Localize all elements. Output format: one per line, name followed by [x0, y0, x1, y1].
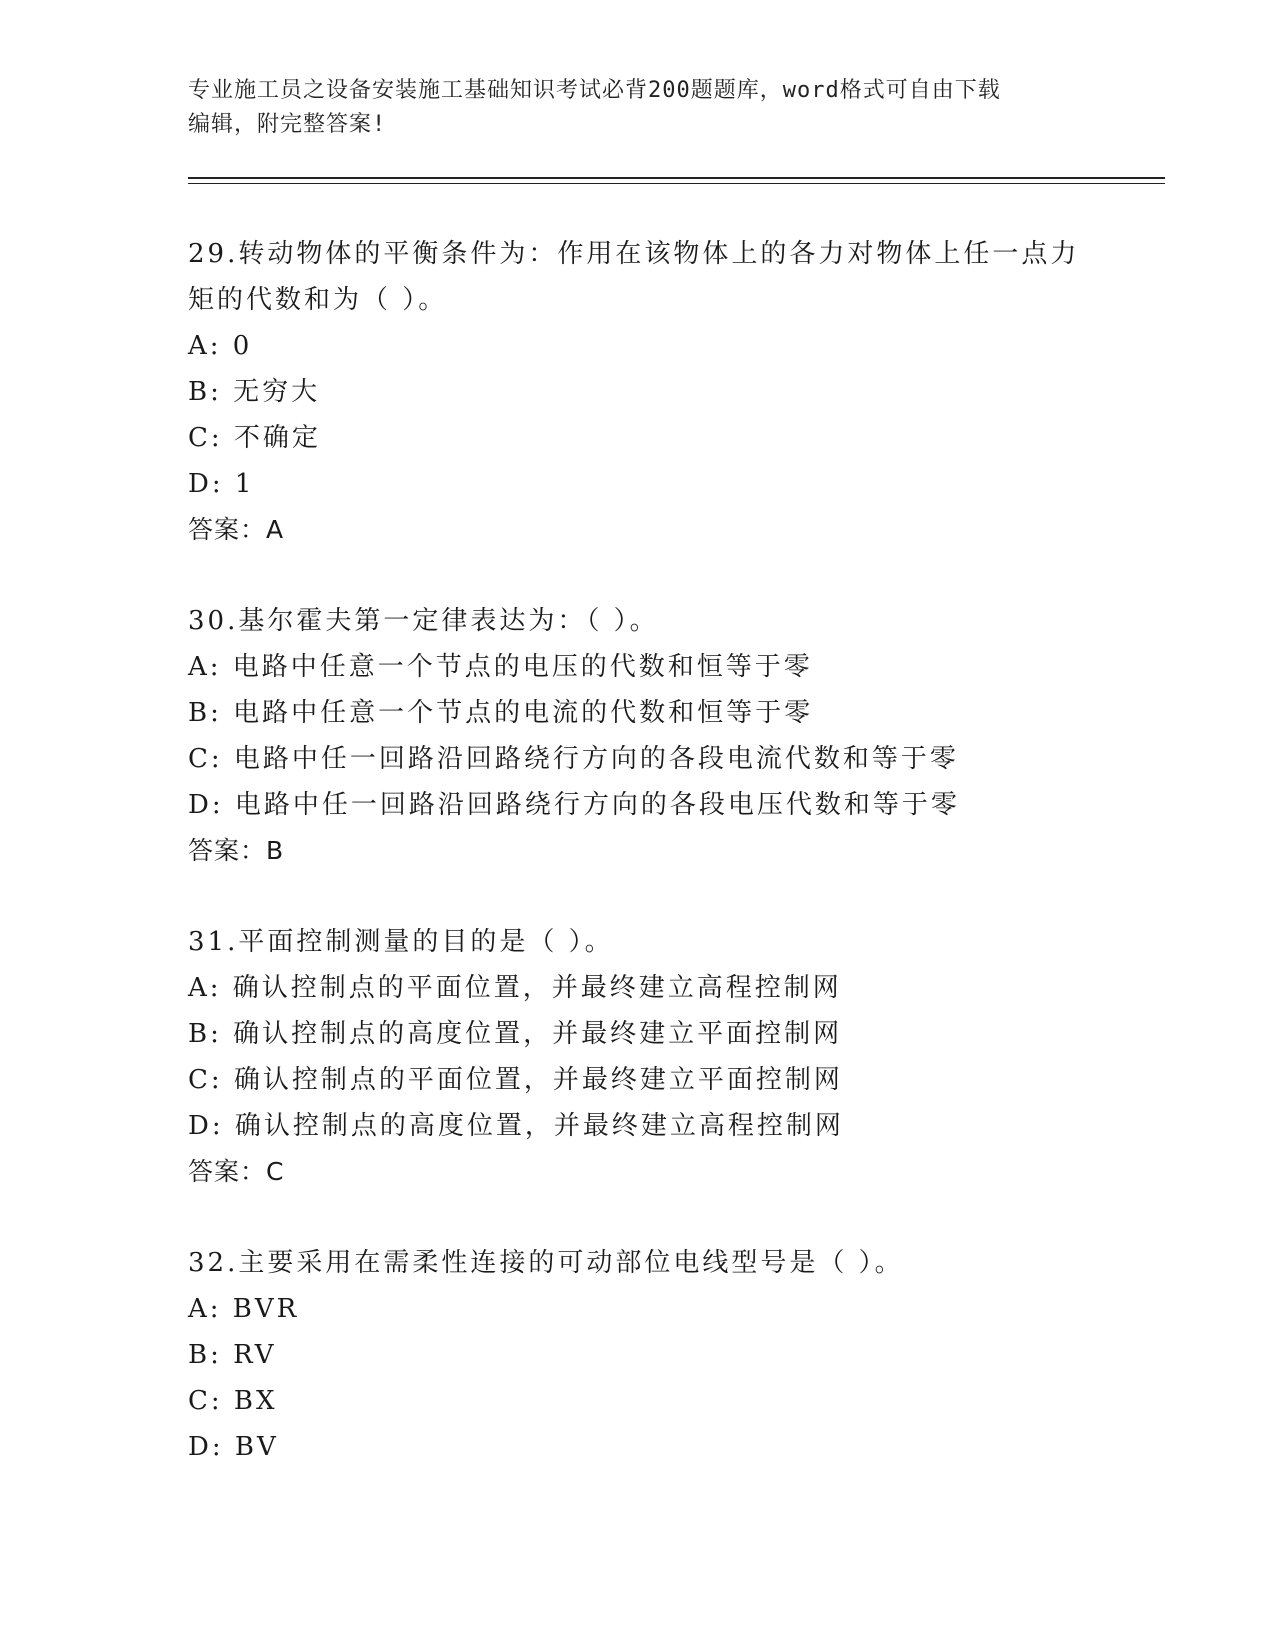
- option-d: D: 电路中任一回路沿回路绕行方向的各段电压代数和等于零: [188, 790, 960, 820]
- option-a: A: 0: [188, 331, 253, 361]
- question-32: [188, 1240, 1088, 1470]
- option-c: C: BX: [188, 1386, 278, 1416]
- question-stem: 31.平面控制测量的目的是（ ）。: [188, 927, 614, 957]
- option-d: D: BV: [188, 1432, 279, 1462]
- option-b: B: 确认控制点的高度位置，并最终建立平面控制网: [188, 1019, 843, 1049]
- header-divider-thick: [188, 177, 1165, 179]
- header-line-2: 编辑，附完整答案!: [188, 112, 387, 137]
- option-d: D: 确认控制点的高度位置，并最终建立高程控制网: [188, 1111, 844, 1141]
- question-stem: 32.主要采用在需柔性连接的可动部位电线型号是（ ）。: [188, 1248, 904, 1278]
- option-b: B: 电路中任意一个节点的电流的代数和恒等于零: [188, 698, 814, 728]
- answer: 答案：B: [188, 836, 285, 865]
- option-c: C: 确认控制点的平面位置，并最终建立平面控制网: [188, 1065, 843, 1095]
- question-stem: 30.基尔霍夫第一定律表达为：（ ）。: [188, 606, 659, 636]
- question-stem-continued: 矩的代数和为（ ）。: [188, 285, 448, 315]
- option-c: C: 不确定: [188, 423, 321, 453]
- option-b: B: RV: [188, 1340, 277, 1370]
- option-c: C: 电路中任一回路沿回路绕行方向的各段电流代数和等于零: [188, 744, 959, 774]
- question-stem: 29.转动物体的平衡条件为：作用在该物体上的各力对物体上任一点力: [188, 239, 1080, 269]
- header-line-1: 专业施工员之设备安装施工基础知识考试必背200题题库，word格式可自由下载: [188, 78, 1001, 103]
- header-divider-thin: [188, 183, 1165, 184]
- document-header: [188, 74, 1088, 142]
- question-31: [188, 919, 1088, 1195]
- option-a: A: BVR: [188, 1294, 300, 1324]
- option-a: A: 电路中任意一个节点的电压的代数和恒等于零: [188, 652, 813, 682]
- question-30: [188, 598, 1088, 874]
- question-list: [188, 231, 1088, 1515]
- option-d: D: 1: [188, 469, 255, 499]
- option-b: B: 无穷大: [188, 377, 321, 407]
- option-a: A: 确认控制点的平面位置，并最终建立高程控制网: [188, 973, 842, 1003]
- answer: 答案：A: [188, 515, 285, 544]
- question-29: [188, 231, 1088, 553]
- answer: 答案：C: [188, 1157, 285, 1186]
